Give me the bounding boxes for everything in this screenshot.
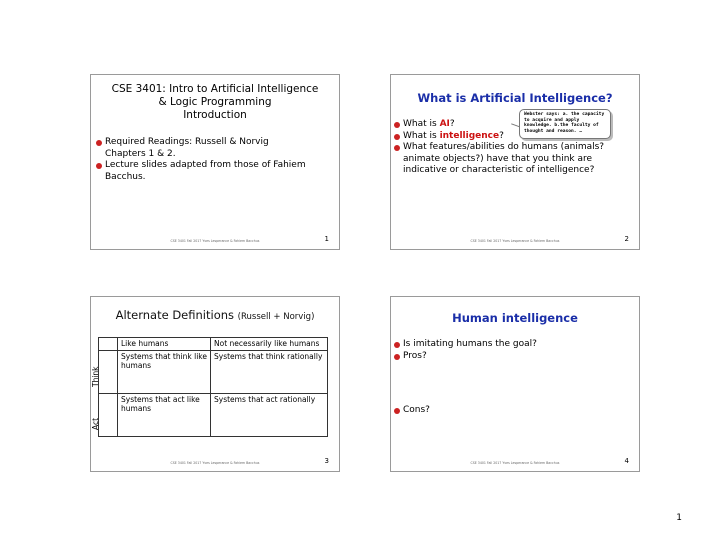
slide-3-title-small: (Russell + Norvig) xyxy=(237,312,315,322)
row-label-act: Act xyxy=(91,417,100,430)
list-item xyxy=(394,405,629,417)
slide-footer: CSE 3401 Fall 2017 Yves Lesperance & Fahiem Bacchus xyxy=(470,239,560,243)
col-header-like-humans: Like humans xyxy=(118,338,211,351)
bullet-icon xyxy=(96,140,102,146)
slide-1-title-line-2: & Logic Programming xyxy=(158,96,272,108)
highlight-ai: AI xyxy=(439,119,450,129)
bullet-text: Cons? xyxy=(403,405,430,415)
list-item xyxy=(394,142,629,177)
slide-number: 4 xyxy=(624,457,629,465)
slide-3-title-main: Alternate Definitions xyxy=(115,308,235,322)
bullet-icon xyxy=(96,163,102,169)
bullet-text: What features/abilities do humans (animals? animate objects?) have that you think are indicative or characteristic of intelligence? xyxy=(403,142,605,175)
slide-2 xyxy=(390,74,640,250)
bullet-text-suffix: ? xyxy=(499,130,504,141)
row-label-think: Think xyxy=(91,366,100,387)
table-row xyxy=(99,394,328,437)
slide-4-bullets xyxy=(394,339,629,362)
definitions-table xyxy=(91,337,328,437)
slide-4-bullets-cons xyxy=(394,405,629,417)
list-item xyxy=(394,351,629,363)
list-item xyxy=(394,339,629,351)
slide-number: 2 xyxy=(624,235,629,243)
slide-1 xyxy=(90,74,340,250)
bullet-text: Lecture slides adapted from those of Fahiem Bacchus. xyxy=(105,160,306,182)
slide-1-title-line-1: CSE 3401: Intro to Artificial Intelligence xyxy=(111,83,319,95)
list-item xyxy=(96,160,306,183)
table-row xyxy=(99,351,328,394)
slide-footer: CSE 3401 Fall 2017 Yves Lesperance & Fahiem Bacchus xyxy=(170,239,260,243)
slide-3 xyxy=(90,296,340,472)
table-cell: Systems that act rationally xyxy=(211,394,328,437)
highlight-intelligence: intelligence xyxy=(439,130,500,141)
slide-2-title: What is Artificial Intelligence? xyxy=(417,91,613,105)
row-header-act xyxy=(91,394,118,437)
bullet-icon xyxy=(394,342,400,348)
bullet-text-prefix: What is xyxy=(403,130,440,141)
bullet-text-suffix: ? xyxy=(449,119,455,129)
table-cell: Systems that act like humans xyxy=(118,394,211,437)
list-item xyxy=(96,137,306,160)
slide-1-title xyxy=(91,83,339,122)
slide-footer: CSE 3401 Fall 2017 Yves Lesperance & Fahiem Bacchus xyxy=(470,461,560,465)
slide-number: 3 xyxy=(324,457,329,465)
bullet-text: Required Readings: Russell & Norvig Chapters 1 & 2. xyxy=(105,137,269,159)
slide-number: 1 xyxy=(324,235,329,243)
table-row xyxy=(99,338,328,351)
bullet-text: Pros? xyxy=(403,350,427,361)
slide-3-title xyxy=(91,309,339,324)
bullet-icon xyxy=(394,134,400,140)
table-cell: Systems that think rationally xyxy=(211,351,328,394)
bullet-text-prefix: What is xyxy=(403,119,440,129)
slide-1-bullets xyxy=(96,137,306,183)
row-header-think xyxy=(91,351,118,394)
list-item xyxy=(394,119,629,131)
bullet-icon xyxy=(394,354,400,360)
col-header-not-like-humans: Not necessarily like humans xyxy=(211,338,328,351)
definition-callout: Webster says: a. the capacity to acquire and apply knowledge. b.the faculty of thought and reason. … xyxy=(519,109,611,139)
table-corner xyxy=(99,338,118,351)
slide-footer: CSE 3401 Fall 2017 Yves Lesperance & Fahiem Bacchus xyxy=(170,461,260,465)
slide-2-bullets xyxy=(394,119,629,177)
slide-4-title: Human intelligence xyxy=(452,311,578,325)
bullet-text: Is imitating humans the goal? xyxy=(403,339,537,349)
bullet-icon xyxy=(394,122,400,128)
slide-1-title-line-3: Introduction xyxy=(183,109,247,121)
bullet-icon xyxy=(394,145,400,151)
bullet-icon xyxy=(394,408,400,414)
table-cell: Systems that think like humans xyxy=(118,351,211,394)
list-item xyxy=(394,131,629,143)
page-number: 1 xyxy=(676,513,682,523)
slide-4 xyxy=(390,296,640,472)
